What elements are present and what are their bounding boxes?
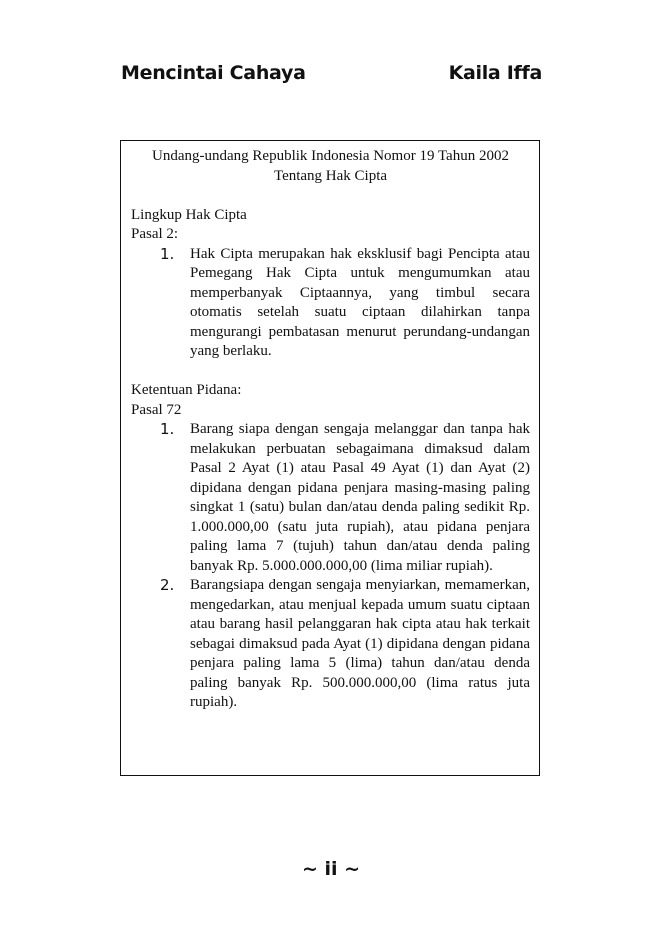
law-title-line2: Tentang Hak Cipta: [273, 167, 388, 184]
spacer: [131, 186, 530, 206]
list-item-number: 1.: [160, 244, 175, 263]
book-title: Mencintai Cahaya: [121, 62, 306, 84]
list-item: [160, 420, 530, 576]
list-item-text: Barangsiapa dengan sengaja menyiarkan, memamerkan, mengedarkan, atau menjual kepada umum suatu ciptaan atau barang hasil pelanggaran hak cipta atau hak terkait sebagai dimaksud pada Ayat (1) dipidana dengan pidana penjara paling lama 5 (lima) tahun dan/atau denda paling banyak Rp. 500.000.000,00 (lima ratus juta rupiah).: [190, 577, 530, 710]
section-heading-penalty: Ketentuan Pidana:: [131, 382, 242, 398]
list-item: [160, 576, 530, 713]
section-heading-scope: Lingkup Hak Cipta: [131, 206, 247, 223]
law-title-line1: Undang-undang Republik Indonesia Nomor 19 Tahun 2002: [152, 148, 509, 164]
spacer: [131, 362, 530, 382]
page-number: ~ ii ~: [301, 858, 361, 880]
copyright-box: [120, 140, 540, 776]
section-pasal-72: Pasal 72: [131, 401, 182, 418]
list-item-number: 2.: [160, 576, 175, 594]
section-pasal-2: Pasal 2:: [131, 226, 179, 242]
list-item: [160, 245, 530, 362]
author-name: Kaila Iffa: [448, 62, 542, 84]
list-item-number: 1.: [160, 420, 175, 438]
list-item-text: Barang siapa dengan sengaja melanggar dan tanpa hak melakukan perbuatan sebagaimana dimaksud dalam Pasal 2 Ayat (1) atau Pasal 49 Ayat (1) dan Ayat (2) dipidana dengan pidana penjara masing-masing paling singkat 1 (satu) bulan dan/atau denda paling sedikit Rp. 1.000.000,00 (satu juta rupiah), atau pidana penjara paling lama 7 (tujuh) tahun dan/atau denda paling banyak Rp. 5.000.000.000,00 (lima miliar rupiah).: [190, 421, 530, 574]
list-item-text: Hak Cipta merupakan hak eksklusif bagi Pencipta atau Pemegang Hak Cipta untuk mengumumkan atau memperbanyak Ciptaannya, yang timbul secara otomatis setelah suatu ciptaan dilahirkan tanpa mengurangi pembatasan menurut perundang-undangan yang berlaku.: [190, 245, 530, 359]
